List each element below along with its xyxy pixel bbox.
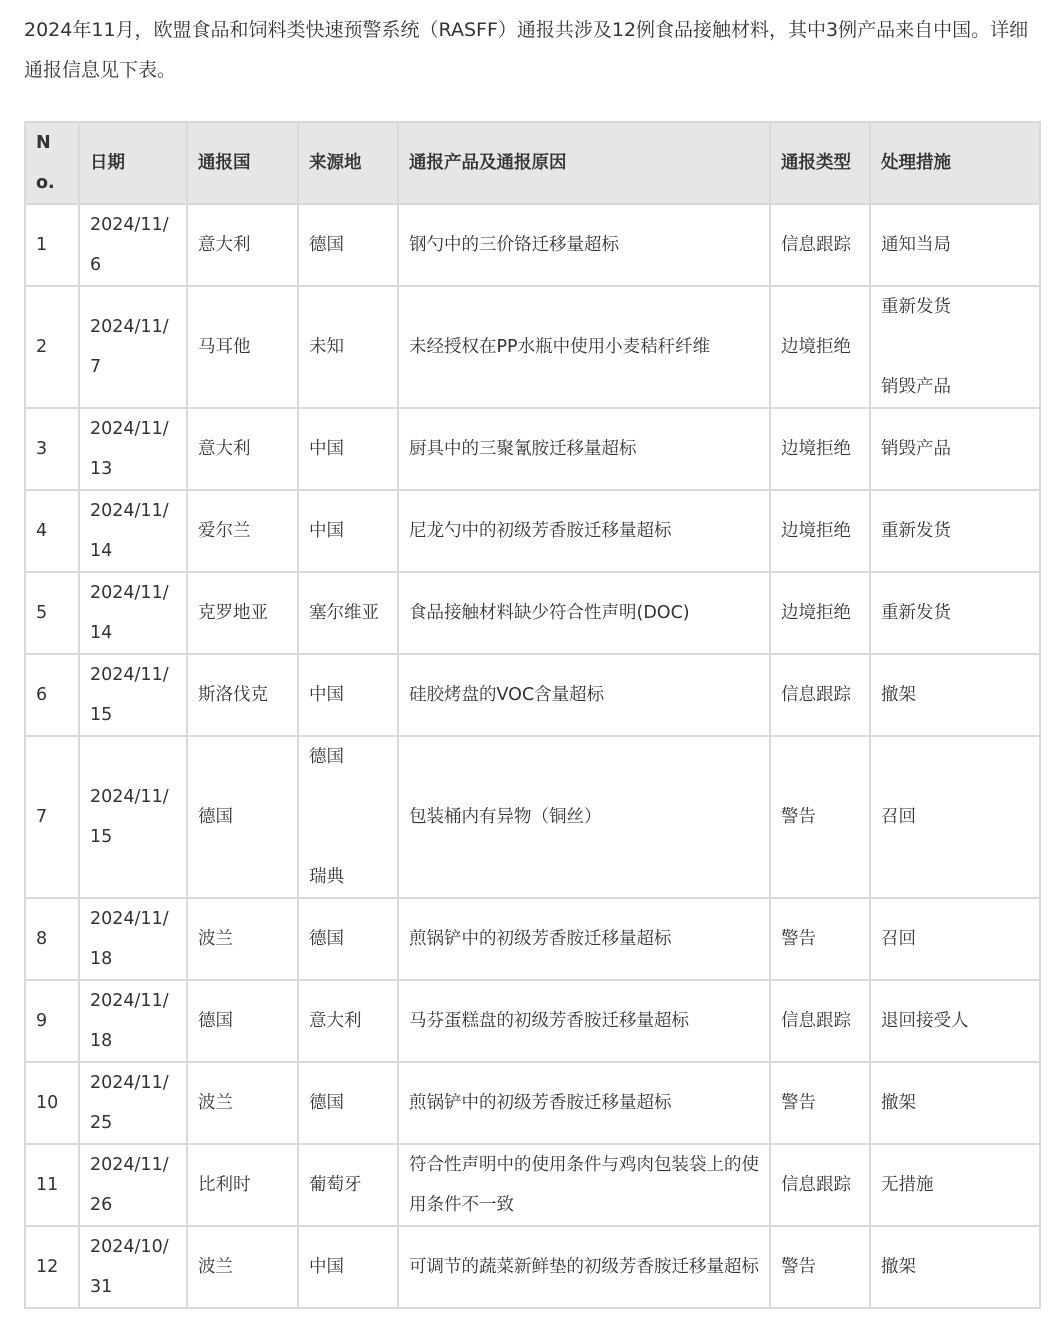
- cell-action: 退回接受人: [870, 980, 1040, 1062]
- rasff-notification-table: [24, 121, 1041, 1309]
- cell-action: 召回: [870, 898, 1040, 980]
- table-row: [25, 286, 1040, 408]
- header-no: No.: [25, 122, 79, 204]
- cell-action: 重新发货: [870, 490, 1040, 572]
- header-origin: 来源地: [298, 122, 398, 204]
- cell-action: 无措施: [870, 1144, 1040, 1226]
- header-type: 通报类型: [770, 122, 870, 204]
- cell-country: 斯洛伐克: [187, 654, 298, 736]
- cell-date: 2024/11/6: [79, 204, 187, 286]
- cell-country: 爱尔兰: [187, 490, 298, 572]
- table-row: [25, 898, 1040, 980]
- table-row: [25, 408, 1040, 490]
- cell-origin: 中国: [298, 654, 398, 736]
- cell-country: 德国: [187, 980, 298, 1062]
- cell-action: 撤架: [870, 654, 1040, 736]
- cell-country: 波兰: [187, 898, 298, 980]
- cell-action: 销毁产品: [870, 408, 1040, 490]
- header-date: 日期: [79, 122, 187, 204]
- table-row: [25, 204, 1040, 286]
- table-row: [25, 1062, 1040, 1144]
- cell-no: 1: [25, 204, 79, 286]
- cell-type: 边境拒绝: [770, 490, 870, 572]
- table-row: [25, 736, 1040, 898]
- cell-action: 通知当局: [870, 204, 1040, 286]
- header-product: 通报产品及通报原因: [398, 122, 770, 204]
- cell-date: 2024/11/25: [79, 1062, 187, 1144]
- cell-date: 2024/11/26: [79, 1144, 187, 1226]
- cell-country: 德国: [187, 736, 298, 898]
- line-gap: [309, 777, 387, 817]
- cell-date: 2024/11/18: [79, 898, 187, 980]
- cell-product: 符合性声明中的使用条件与鸡肉包装袋上的使用条件不一致: [398, 1144, 770, 1226]
- cell-no: 12: [25, 1226, 79, 1308]
- cell-product: 可调节的蔬菜新鲜垫的初级芳香胺迁移量超标: [398, 1226, 770, 1308]
- cell-type: 警告: [770, 1062, 870, 1144]
- cell-no: 10: [25, 1062, 79, 1144]
- cell-country: 比利时: [187, 1144, 298, 1226]
- table-row: [25, 1144, 1040, 1226]
- cell-country: 波兰: [187, 1062, 298, 1144]
- cell-product: 煎锅铲中的初级芳香胺迁移量超标: [398, 1062, 770, 1144]
- action-line: 重新发货: [881, 297, 951, 317]
- table-row: [25, 1226, 1040, 1308]
- cell-origin: 中国: [298, 408, 398, 490]
- intro-paragraph: 2024年11月，欧盟食品和饲料类快速预警系统（RASFF）通报共涉及12例食品接触材料，其中3例产品来自中国。详细通报信息见下表。: [24, 19, 1029, 81]
- cell-action: 召回: [870, 736, 1040, 898]
- cell-type: 边境拒绝: [770, 408, 870, 490]
- table-row: [25, 572, 1040, 654]
- cell-no: 3: [25, 408, 79, 490]
- cell-date: 2024/11/15: [79, 736, 187, 898]
- cell-no: 9: [25, 980, 79, 1062]
- cell-type: 边境拒绝: [770, 286, 870, 408]
- table-row: [25, 654, 1040, 736]
- origin-line: 德国: [309, 747, 344, 767]
- cell-origin: 意大利: [298, 980, 398, 1062]
- header-action: 处理措施: [870, 122, 1040, 204]
- action-line: 销毁产品: [881, 377, 951, 397]
- cell-no: 5: [25, 572, 79, 654]
- table-row: [25, 980, 1040, 1062]
- table-row: [25, 490, 1040, 572]
- origin-line: 瑞典: [309, 867, 344, 887]
- cell-no: 4: [25, 490, 79, 572]
- cell-no: 6: [25, 654, 79, 736]
- cell-country: 马耳他: [187, 286, 298, 408]
- cell-no: 7: [25, 736, 79, 898]
- cell-no: 11: [25, 1144, 79, 1226]
- cell-origin: 中国: [298, 490, 398, 572]
- cell-product: 硅胶烤盘的VOC含量超标: [398, 654, 770, 736]
- cell-origin: 塞尔维亚: [298, 572, 398, 654]
- cell-action: [870, 286, 1040, 408]
- cell-product: 煎锅铲中的初级芳香胺迁移量超标: [398, 898, 770, 980]
- cell-type: 信息跟踪: [770, 980, 870, 1062]
- cell-product: 包装桶内有异物（铜丝）: [398, 736, 770, 898]
- cell-date: 2024/11/14: [79, 490, 187, 572]
- cell-type: 信息跟踪: [770, 1144, 870, 1226]
- line-gap: [309, 817, 387, 857]
- cell-date: 2024/11/18: [79, 980, 187, 1062]
- cell-type: 警告: [770, 898, 870, 980]
- cell-origin: 德国: [298, 898, 398, 980]
- cell-type: 警告: [770, 1226, 870, 1308]
- cell-country: 克罗地亚: [187, 572, 298, 654]
- cell-type: 边境拒绝: [770, 572, 870, 654]
- cell-product: 钢勺中的三价铬迁移量超标: [398, 204, 770, 286]
- cell-country: 波兰: [187, 1226, 298, 1308]
- table-header-row: [25, 122, 1040, 204]
- cell-origin: [298, 736, 398, 898]
- cell-type: 警告: [770, 736, 870, 898]
- cell-product: 食品接触材料缺少符合性声明(DOC): [398, 572, 770, 654]
- cell-no: 8: [25, 898, 79, 980]
- cell-origin: 德国: [298, 204, 398, 286]
- cell-origin: 德国: [298, 1062, 398, 1144]
- cell-origin: 未知: [298, 286, 398, 408]
- cell-origin: 葡萄牙: [298, 1144, 398, 1226]
- cell-action: 重新发货: [870, 572, 1040, 654]
- cell-type: 信息跟踪: [770, 204, 870, 286]
- cell-date: 2024/11/14: [79, 572, 187, 654]
- cell-origin: 中国: [298, 1226, 398, 1308]
- cell-product: 尼龙勺中的初级芳香胺迁移量超标: [398, 490, 770, 572]
- cell-type: 信息跟踪: [770, 654, 870, 736]
- cell-country: 意大利: [187, 204, 298, 286]
- cell-no: 2: [25, 286, 79, 408]
- header-country: 通报国: [187, 122, 298, 204]
- line-gap: [881, 327, 1029, 367]
- cell-date: 2024/11/7: [79, 286, 187, 408]
- cell-date: 2024/11/13: [79, 408, 187, 490]
- cell-date: 2024/10/31: [79, 1226, 187, 1308]
- cell-product: 马芬蛋糕盘的初级芳香胺迁移量超标: [398, 980, 770, 1062]
- cell-action: 撤架: [870, 1062, 1040, 1144]
- cell-country: 意大利: [187, 408, 298, 490]
- cell-date: 2024/11/15: [79, 654, 187, 736]
- cell-product: 未经授权在PP水瓶中使用小麦秸秆纤维: [398, 286, 770, 408]
- cell-product: 厨具中的三聚氰胺迁移量超标: [398, 408, 770, 490]
- cell-action: 撤架: [870, 1226, 1040, 1308]
